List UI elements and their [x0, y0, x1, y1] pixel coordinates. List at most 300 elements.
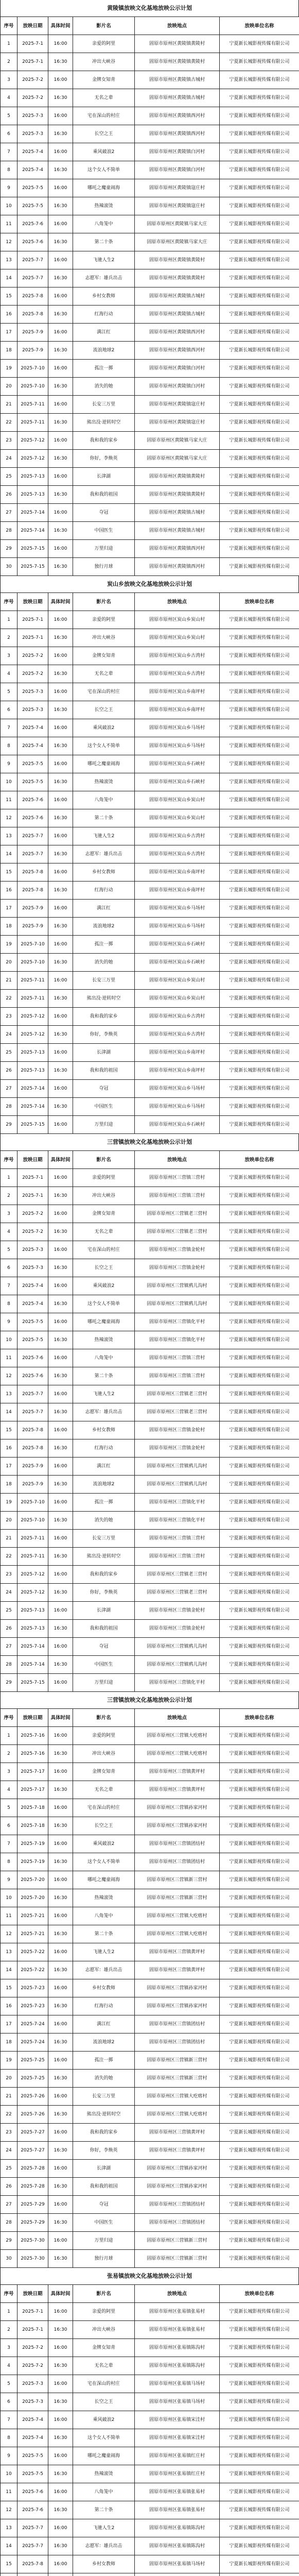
cell-unit: 宁夏新长城影视传媒有限公司 — [220, 1961, 299, 1979]
cell-index: 11 — [1, 791, 17, 809]
cell-film: 长空之王 — [73, 701, 135, 719]
cell-film: 第二十条 — [73, 1367, 135, 1385]
cell-time: 16:30 — [48, 773, 73, 791]
cell-index: 17 — [1, 2015, 17, 2033]
cell-unit: 宁夏新长城影视传媒有限公司 — [220, 2465, 299, 2483]
table-row — [1, 1943, 299, 1961]
table-header-row — [1, 1151, 299, 1169]
table-row — [1, 251, 299, 269]
header-time: 具体时间 — [48, 2285, 73, 2303]
cell-date: 2025-7-10 — [17, 936, 48, 954]
cell-date: 2025-7-2 — [17, 2357, 48, 2375]
cell-date: 2025-7-24 — [17, 2033, 48, 2052]
cell-date: 2025-7-8 — [17, 1439, 48, 1458]
table-row — [1, 2303, 299, 2321]
cell-index: 26 — [1, 2178, 17, 2196]
cell-unit: 宁夏新长城影视传媒有限公司 — [220, 71, 299, 89]
cell-location: 固原市原州区炭山乡炭山村 — [135, 809, 220, 827]
cell-film: 金牌女知青 — [73, 1763, 135, 1781]
cell-unit: 宁夏新长城影视传媒有限公司 — [220, 1062, 299, 1080]
cell-location: 固原市原州区三营镇新三营村 — [135, 2070, 220, 2088]
cell-date: 2025-7-18 — [17, 1817, 48, 1835]
cell-time: 16:00 — [48, 2483, 73, 2501]
table-row — [1, 611, 299, 629]
table-row — [1, 845, 299, 863]
cell-location: 固原市原州区炭山乡古湾村 — [135, 1008, 220, 1026]
table-row — [1, 2033, 299, 2052]
cell-index: 21 — [1, 396, 17, 414]
table-row — [1, 1835, 299, 1853]
cell-time: 16:00 — [48, 396, 73, 414]
cell-date: 2025-7-2 — [17, 89, 48, 107]
schedule-table — [0, 1708, 299, 2268]
cell-index: 13 — [1, 1385, 17, 1403]
cell-time: 16:00 — [48, 2160, 73, 2178]
cell-date: 2025-7-30 — [17, 2232, 48, 2250]
cell-film: 哪吒之魔童闹海 — [73, 2447, 135, 2465]
cell-film: 乡村女教师 — [73, 287, 135, 306]
cell-unit: 宁夏新长城影视传媒有限公司 — [220, 450, 299, 468]
cell-location: 固原市原州区炭山乡炭山村 — [135, 990, 220, 1008]
cell-unit: 宁夏新长城影视传媒有限公司 — [220, 827, 299, 845]
cell-date: 2025-7-10 — [17, 1494, 48, 1512]
cell-film: 长空之王 — [73, 1817, 135, 1835]
cell-unit: 宁夏新长城影视传媒有限公司 — [220, 2555, 299, 2573]
cell-time: 16:00 — [48, 647, 73, 665]
table-row — [1, 1925, 299, 1943]
cell-location: 固原市原州区炭山乡马场村 — [135, 719, 220, 737]
cell-index: 7 — [1, 1835, 17, 1853]
cell-index: 24 — [1, 1584, 17, 1602]
cell-time: 16:00 — [48, 1566, 73, 1584]
cell-date: 2025-7-4 — [17, 2411, 48, 2429]
table-row — [1, 2483, 299, 2501]
cell-location: 固原市原州区三营镇孙家河村 — [135, 1997, 220, 2015]
cell-date: 2025-7-4 — [17, 737, 48, 755]
cell-location: 固原市原州区三营镇大疙瘩村 — [135, 2106, 220, 2124]
cell-location: 固原市原州区黄陵镇白河村 — [135, 360, 220, 378]
table-row — [1, 737, 299, 755]
cell-time: 16:00 — [48, 1458, 73, 1476]
cell-unit: 宁夏新长城影视传媒有限公司 — [220, 1656, 299, 1674]
cell-film: 宅在深山的村庄 — [73, 683, 135, 701]
cell-film: 中国医生 — [73, 2214, 135, 2232]
cell-index: 14 — [1, 269, 17, 287]
cell-time: 16:30 — [48, 2429, 73, 2447]
cell-unit: 宁夏新长城影视传媒有限公司 — [220, 2393, 299, 2411]
cell-date: 2025-7-3 — [17, 701, 48, 719]
table-row — [1, 719, 299, 737]
cell-date: 2025-7-22 — [17, 1943, 48, 1961]
cell-index: 7 — [1, 143, 17, 161]
cell-location: 固原市原州区黄陵镇马家大庄 — [135, 233, 220, 251]
cell-time: 16:30 — [48, 1889, 73, 1907]
cell-date: 2025-7-5 — [17, 197, 48, 215]
cell-location: 固原市原州区三营镇大疙瘩村 — [135, 1925, 220, 1943]
cell-location: 固原市原州区三营镇黄坪村 — [135, 1763, 220, 1781]
cell-index: 28 — [1, 522, 17, 540]
cell-time — [48, 2573, 73, 2576]
cell-date: 2025-7-2 — [17, 2339, 48, 2357]
cell-time: 16:00 — [48, 1907, 73, 1925]
table-row — [1, 2519, 299, 2537]
cell-date: 2025-7-20 — [17, 1871, 48, 1889]
header-location: 放映地点 — [135, 593, 220, 611]
cell-date: 2025-7-7 — [17, 2537, 48, 2555]
table-row — [1, 629, 299, 647]
table-row — [1, 2357, 299, 2375]
cell-date: 2025-7-19 — [17, 1853, 48, 1871]
table-row — [1, 2196, 299, 2214]
cell-date: 2025-7-14 — [17, 1080, 48, 1098]
cell-time: 16:30 — [48, 2142, 73, 2160]
cell-unit: 宁夏新长城影视传媒有限公司 — [220, 1223, 299, 1241]
table-row — [1, 2375, 299, 2393]
cell-index: 1 — [1, 2303, 17, 2321]
cell-date: 2025-7-1 — [17, 35, 48, 53]
table-row — [1, 936, 299, 954]
cell-index: 17 — [1, 1458, 17, 1476]
cell-date: 2025-7-12 — [17, 450, 48, 468]
table-row — [1, 2411, 299, 2429]
cell-index: 13 — [1, 2519, 17, 2537]
table-row — [1, 1421, 299, 1439]
table-row — [1, 683, 299, 701]
table-row — [1, 414, 299, 432]
table-row — [1, 2573, 299, 2576]
cell-unit: 宁夏新长城影视传媒有限公司 — [220, 396, 299, 414]
cell-film: 宅在深山的村庄 — [73, 2375, 135, 2393]
cell-time: 16:30 — [48, 161, 73, 179]
section-title: 三营镇放映文化基地放映公示计划 — [0, 1692, 299, 1708]
cell-location: 固原市原州区炭山乡石峡村 — [135, 936, 220, 954]
cell-index: 26 — [1, 486, 17, 504]
cell-date: 2025-7-2 — [17, 1223, 48, 1241]
cell-unit: 宁夏新长城影视传媒有限公司 — [220, 1835, 299, 1853]
cell-date: 2025-7-17 — [17, 1781, 48, 1799]
cell-date: 2025-7-10 — [17, 378, 48, 396]
cell-unit: 宁夏新长城影视传媒有限公司 — [220, 1044, 299, 1062]
cell-index: 19 — [1, 2052, 17, 2070]
cell-date: 2025-7-15 — [17, 1116, 48, 1134]
cell-time: 16:00 — [48, 2196, 73, 2214]
table-row — [1, 1853, 299, 1871]
cell-index: 3 — [1, 647, 17, 665]
cell-unit: 宁夏新长城影视传媒有限公司 — [220, 2250, 299, 2268]
cell-time: 16:30 — [48, 269, 73, 287]
cell-date: 2025-7-7 — [17, 251, 48, 269]
table-row — [1, 918, 299, 936]
cell-location: 固原市原州区炭山乡炭山村 — [135, 629, 220, 647]
cell-film: 热辣滚烫 — [73, 197, 135, 215]
cell-time: 16:00 — [48, 504, 73, 522]
table-row — [1, 35, 299, 53]
cell-time: 16:30 — [48, 2250, 73, 2268]
cell-location: 固原市原州区黄陵镇黄陵村 — [135, 269, 220, 287]
cell-film: 满江红 — [73, 1458, 135, 1476]
cell-date: 2025-7-3 — [17, 1259, 48, 1277]
cell-location: 固原市原州区三营镇金轮村 — [135, 1421, 220, 1439]
cell-unit: 宁夏新长城影视传媒有限公司 — [220, 197, 299, 215]
cell-unit: 宁夏新长城影视传媒有限公司 — [220, 1620, 299, 1638]
cell-unit: 宁夏新长城影视传媒有限公司 — [220, 1295, 299, 1313]
table-row — [1, 2321, 299, 2339]
header-index: 序号 — [1, 17, 17, 35]
cell-location: 固原市原州区三营镇三营村 — [135, 1169, 220, 1187]
cell-film: 红海行动 — [73, 1439, 135, 1458]
cell-film: 亲爱的阿里 — [73, 2303, 135, 2321]
cell-time: 16:30 — [48, 1223, 73, 1241]
cell-location: 固原市原州区三营镇化平村 — [135, 1674, 220, 1692]
schedule-section — [0, 576, 299, 1134]
cell-index: 27 — [1, 2196, 17, 2214]
cell-index: 5 — [1, 1799, 17, 1817]
cell-index: 12 — [1, 233, 17, 251]
cell-time: 16:00 — [48, 1277, 73, 1295]
cell-film: 志愿军：雄兵出击 — [73, 1961, 135, 1979]
cell-date: 2025-7-1 — [17, 2321, 48, 2339]
cell-location: 固原市原州区炭山乡古湾村 — [135, 845, 220, 863]
cell-time: 16:00 — [48, 936, 73, 954]
cell-location: 固原市原州区黄陵镇寇庄村 — [135, 197, 220, 215]
table-row — [1, 1620, 299, 1638]
cell-location: 固原市原州区三营镇金轮村 — [135, 1620, 220, 1638]
cell-time: 16:00 — [48, 2052, 73, 2070]
cell-film: 流浪地球2 — [73, 2033, 135, 2052]
cell-film: 金牌女知青 — [73, 71, 135, 89]
cell-date: 2025-7-6 — [17, 2501, 48, 2519]
cell-unit: 宁夏新长城影视传媒有限公司 — [220, 2519, 299, 2537]
cell-unit: 宁夏新长城影视传媒有限公司 — [220, 1871, 299, 1889]
cell-location: 固原市原州区张易镇红庄村 — [135, 2447, 220, 2465]
cell-date: 2025-7-6 — [17, 809, 48, 827]
cell-index: 27 — [1, 504, 17, 522]
cell-unit: 宁夏新长城影视传媒有限公司 — [220, 486, 299, 504]
table-header-row — [1, 593, 299, 611]
cell-time: 16:00 — [48, 2303, 73, 2321]
cell-time: 16:00 — [48, 2124, 73, 2142]
cell-unit: 宁夏新长城影视传媒有限公司 — [220, 972, 299, 990]
table-row — [1, 378, 299, 396]
cell-film: 志愿军：雄兵出击 — [73, 2537, 135, 2555]
cell-film: 独行月球 — [73, 2250, 135, 2268]
table-row — [1, 863, 299, 882]
table-row — [1, 1727, 299, 1745]
cell-time: 16:30 — [48, 2357, 73, 2375]
cell-unit: 宁夏新长城影视传媒有限公司 — [220, 791, 299, 809]
cell-index: 11 — [1, 1907, 17, 1925]
cell-date: 2025-7-18 — [17, 1799, 48, 1817]
cell-index: 3 — [1, 2339, 17, 2357]
cell-location: 固原市原州区黄陵镇黄陵村 — [135, 468, 220, 486]
cell-film: 夺冠 — [73, 2196, 135, 2214]
cell-date: 2025-7-3 — [17, 125, 48, 143]
cell-unit: 宁夏新长城影视传媒有限公司 — [220, 863, 299, 882]
cell-location: 固原市原州区三营镇新三营村 — [135, 1871, 220, 1889]
table-row — [1, 71, 299, 89]
cell-date: 2025-7-3 — [17, 107, 48, 125]
cell-index: 25 — [1, 2160, 17, 2178]
cell-location: 固原市原州区三营镇黄坪村 — [135, 2142, 220, 2160]
cell-location: 固原市原州区三营镇三营村 — [135, 1548, 220, 1566]
cell-unit: 宁夏新长城影视传媒有限公司 — [220, 882, 299, 900]
cell-unit: 宁夏新长城影视传媒有限公司 — [220, 1494, 299, 1512]
cell-location: 固原市原州区三营镇团结村 — [135, 2015, 220, 2033]
cell-film: 第二十条 — [73, 233, 135, 251]
cell-film: 你好，李焕英 — [73, 2142, 135, 2160]
cell-index: 15 — [1, 2555, 17, 2573]
table-row — [1, 1763, 299, 1781]
cell-date: 2025-7-25 — [17, 2070, 48, 2088]
cell-date: 2025-7-15 — [17, 558, 48, 576]
cell-location: 固原市原州区黄陵镇古城村 — [135, 89, 220, 107]
table-row — [1, 1008, 299, 1026]
cell-location: 固原市原州区黄陵镇西河村 — [135, 107, 220, 125]
table-row — [1, 1512, 299, 1530]
cell-time: 16:00 — [48, 324, 73, 342]
cell-location: 固原市原州区炭山乡南坪村 — [135, 863, 220, 882]
cell-film: 这个女人不简单 — [73, 2429, 135, 2447]
cell-time: 16:00 — [48, 1799, 73, 1817]
cell-unit: 宁夏新长城影视传媒有限公司 — [220, 2232, 299, 2250]
table-row — [1, 2250, 299, 2268]
cell-unit: 宁夏新长城影视传媒有限公司 — [220, 2052, 299, 2070]
cell-date: 2025-7-2 — [17, 1205, 48, 1223]
cell-film: 流浪地球2 — [73, 918, 135, 936]
cell-time: 16:00 — [48, 1169, 73, 1187]
cell-film: 志愿军：雄兵出击 — [73, 845, 135, 863]
schedule-table — [0, 592, 299, 1134]
cell-film: 哪吒之魔童闹海 — [73, 755, 135, 773]
cell-date: 2025-7-11 — [17, 1530, 48, 1548]
table-row — [1, 1116, 299, 1134]
cell-date: 2025-7-13 — [17, 1044, 48, 1062]
cell-unit: 宁夏新长城影视传媒有限公司 — [220, 1439, 299, 1458]
cell-time: 16:00 — [48, 1385, 73, 1403]
cell-film: 乘风破浪2 — [73, 1277, 135, 1295]
cell-unit: 宁夏新长城影视传媒有限公司 — [220, 1259, 299, 1277]
table-row — [1, 1530, 299, 1548]
cell-location: 固原市原州区炭山乡石峡村 — [135, 1116, 220, 1134]
cell-location: 固原市原州区张易镇陈沟村 — [135, 2519, 220, 2537]
cell-time: 16:00 — [48, 827, 73, 845]
cell-film: 飞驰人生2 — [73, 1943, 135, 1961]
cell-unit: 宁夏新长城影视传媒有限公司 — [220, 1602, 299, 1620]
cell-index: 16 — [1, 882, 17, 900]
cell-time: 16:00 — [48, 1727, 73, 1745]
cell-unit: 宁夏新长城影视传媒有限公司 — [220, 2106, 299, 2124]
cell-unit: 宁夏新长城影视传媒有限公司 — [220, 1781, 299, 1799]
cell-film: 我和我的家乡 — [73, 1008, 135, 1026]
cell-unit: 宁夏新长城影视传媒有限公司 — [220, 522, 299, 540]
table-row — [1, 1026, 299, 1044]
header-unit: 放映单位名称 — [220, 593, 299, 611]
cell-index: 25 — [1, 468, 17, 486]
cell-time: 16:30 — [48, 1187, 73, 1205]
table-row — [1, 450, 299, 468]
cell-unit: 宁夏新长城影视传媒有限公司 — [220, 1026, 299, 1044]
cell-film: 长安三万里 — [73, 396, 135, 414]
cell-unit: 宁夏新长城影视传媒有限公司 — [220, 755, 299, 773]
cell-index: 4 — [1, 1223, 17, 1241]
cell-date: 2025-7-6 — [17, 1367, 48, 1385]
table-row — [1, 2429, 299, 2447]
table-row — [1, 755, 299, 773]
cell-index: 7 — [1, 719, 17, 737]
cell-film: 夺冠 — [73, 504, 135, 522]
cell-index: 5 — [1, 683, 17, 701]
cell-location: 固原市原州区三营镇老三营村 — [135, 1385, 220, 1403]
cell-index: 20 — [1, 2070, 17, 2088]
cell-time: 16:00 — [48, 1313, 73, 1331]
header-film: 影片名 — [73, 1151, 135, 1169]
table-row — [1, 1098, 299, 1116]
cell-date: 2025-7-9 — [17, 1458, 48, 1476]
cell-location: 固原市原州区三营镇新三营村 — [135, 1889, 220, 1907]
cell-location: 固原市原州区三营镇化平村 — [135, 1494, 220, 1512]
cell-film: 乘风破浪2 — [73, 1835, 135, 1853]
cell-index: 20 — [1, 378, 17, 396]
header-index: 序号 — [1, 2285, 17, 2303]
table-row — [1, 2106, 299, 2124]
cell-unit: 宁夏新长城影视传媒有限公司 — [220, 1080, 299, 1098]
table-row — [1, 342, 299, 360]
cell-unit: 宁夏新长城影视传媒有限公司 — [220, 2070, 299, 2088]
cell-film: 八角笼中 — [73, 1349, 135, 1367]
table-row — [1, 2465, 299, 2483]
cell-film: 乘风破浪2 — [73, 2411, 135, 2429]
cell-unit: 宁夏新长城影视传媒有限公司 — [220, 2124, 299, 2142]
cell-film: 这个女人不简单 — [73, 161, 135, 179]
cell-time: 16:00 — [48, 71, 73, 89]
cell-film: 哪吒之魔童闹海 — [73, 1871, 135, 1889]
cell-date: 2025-7-8 — [17, 1421, 48, 1439]
table-row — [1, 269, 299, 287]
cell-time: 16:30 — [48, 1062, 73, 1080]
cell-index: 9 — [1, 1871, 17, 1889]
cell-film: 无名之辈 — [73, 89, 135, 107]
cell-index: 15 — [1, 287, 17, 306]
cell-location: 固原市原州区黄陵镇寇庄村 — [135, 179, 220, 197]
cell-date: 2025-7-5 — [17, 2447, 48, 2465]
cell-film: 热辣滚烫 — [73, 2465, 135, 2483]
table-header-row — [1, 1709, 299, 1727]
cell-date: 2025-7-29 — [17, 2214, 48, 2232]
cell-time: 16:30 — [48, 125, 73, 143]
cell-index: 29 — [1, 540, 17, 558]
cell-index: 24 — [1, 1026, 17, 1044]
cell-index: 24 — [1, 2142, 17, 2160]
table-row — [1, 1080, 299, 1098]
cell-date: 2025-7-6 — [17, 1349, 48, 1367]
cell-date: 2025-7-2 — [17, 71, 48, 89]
cell-index: 21 — [1, 1530, 17, 1548]
table-row — [1, 432, 299, 450]
cell-time: 16:00 — [48, 1835, 73, 1853]
cell-time: 16:00 — [48, 972, 73, 990]
cell-film: 孤注一掷 — [73, 2052, 135, 2070]
cell-film: 金牌女知青 — [73, 1205, 135, 1223]
cell-index: 20 — [1, 1512, 17, 1530]
cell-location: 固原市原州区三营镇鸦儿沟村 — [135, 1476, 220, 1494]
cell-time: 16:30 — [48, 2465, 73, 2483]
table-row — [1, 1223, 299, 1241]
cell-time: 16:30 — [48, 558, 73, 576]
cell-film: 流浪地球2 — [73, 342, 135, 360]
cell-location: 固原市原州区黄陵镇马家大庄 — [135, 450, 220, 468]
cell-time: 16:00 — [48, 1494, 73, 1512]
cell-location: 固原市原州区黄陵镇古城村 — [135, 504, 220, 522]
